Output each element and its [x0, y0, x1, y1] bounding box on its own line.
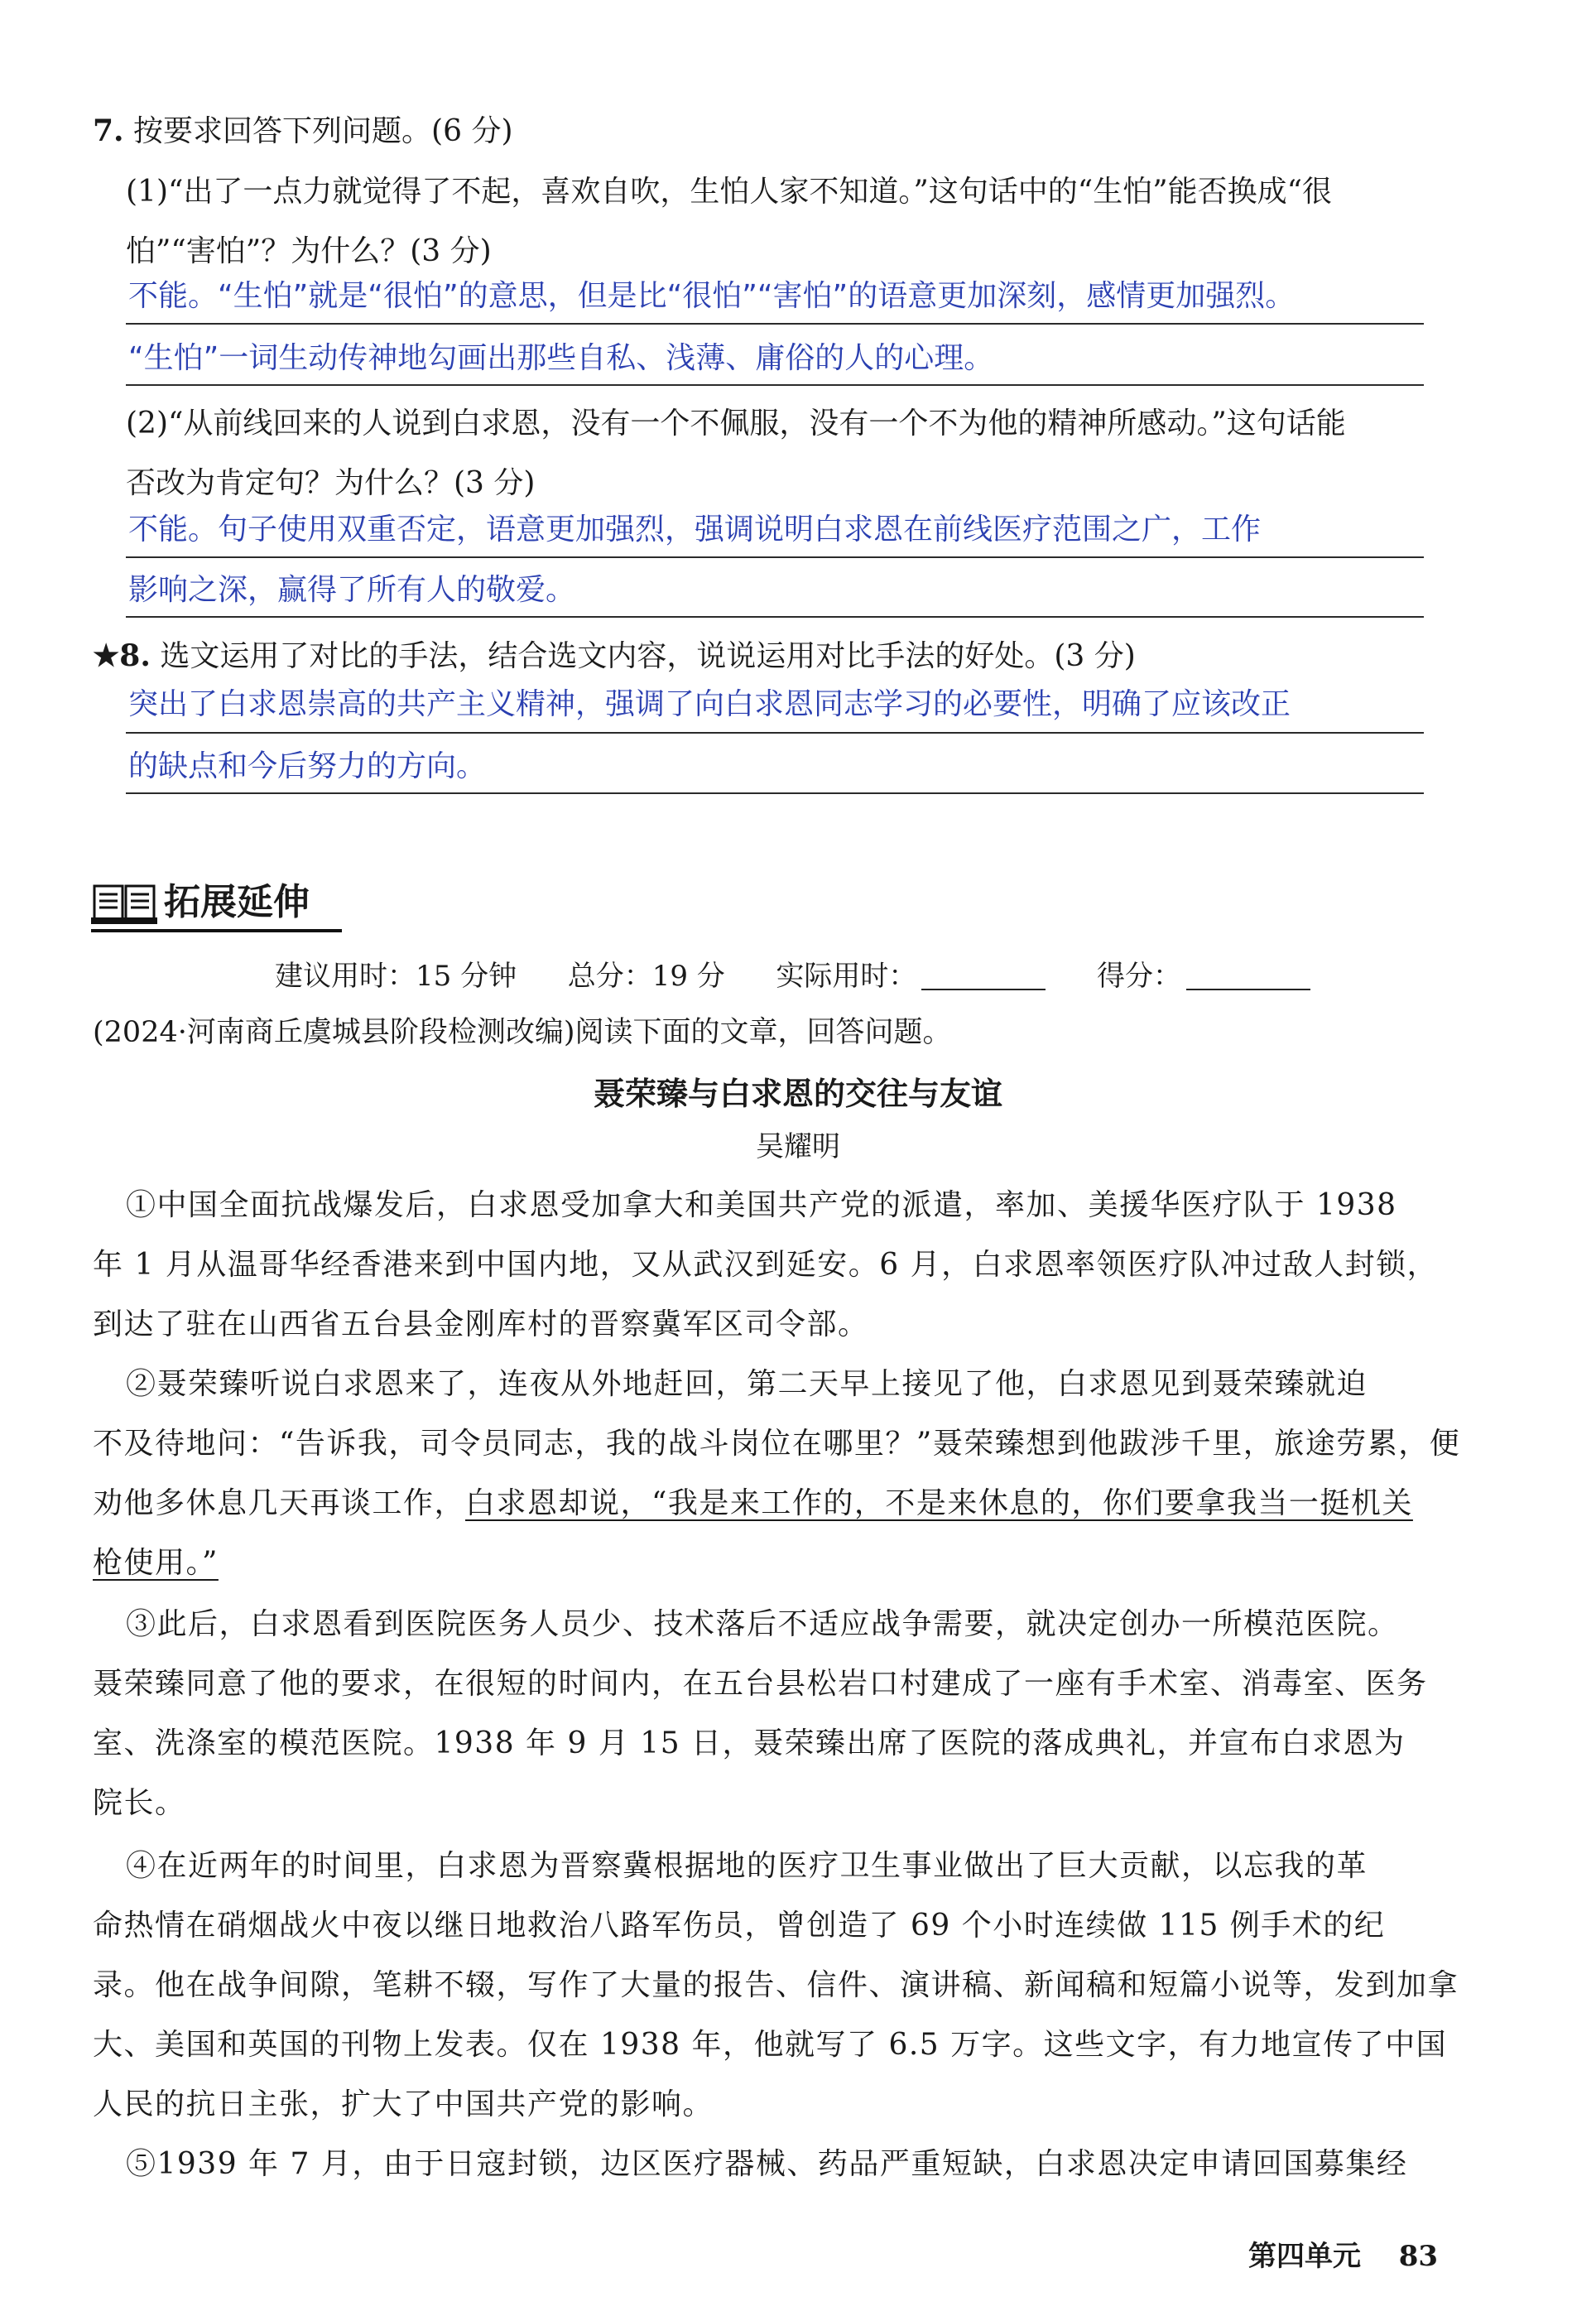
para4-line: 命热情在硝烟战火中夜以继日地救治八路军伤员，曾创造了 69 个小时连续做 115 例手术的纪 [93, 1909, 1386, 1943]
answer-line [126, 323, 1424, 325]
timing-bar [275, 960, 1310, 993]
para3-line: ③此后，白求恩看到医院医务人员少、技术落后不适应战争需要，就决定创办一所模范医院。 [126, 1607, 1399, 1641]
score-blank[interactable] [1186, 964, 1310, 990]
total-score: 总分：19 分 [567, 960, 725, 993]
para2-underlined-end: 枪使用。” [93, 1546, 219, 1580]
q7-stem-text: 按要求回答下列问题。(6 分) [133, 114, 513, 148]
actual-time-label: 实际用时： [776, 960, 917, 993]
q7-sub1-line2: 怕”“害怕”？为什么？(3 分) [126, 234, 492, 268]
q7-sub2-answer2: 影响之深，赢得了所有人的敬爱。 [128, 573, 576, 607]
q8-answer1: 突出了白求恩崇高的共产主义精神，强调了向白求恩同志学习的必要性，明确了应该改正 [128, 687, 1291, 721]
para4-line: 人民的抗日主张，扩大了中国共产党的影响。 [93, 2087, 714, 2121]
score-label: 得分： [1097, 960, 1182, 993]
para2-line: ②聂荣臻听说白求恩来了，连夜从外地赶回，第二天早上接见了他，白求恩见到聂荣臻就迫 [126, 1367, 1368, 1401]
suggested-time: 建议用时：15 分钟 [275, 960, 517, 993]
q8-number: 8. [119, 638, 151, 673]
q7-stem [93, 113, 513, 148]
para2-line: 不及待地问：“告诉我，司令员同志，我的战斗岗位在哪里？”聂荣臻想到他跋涉千里，旅途劳累，便 [93, 1427, 1461, 1461]
source-note: (2024·河南商丘虞城县阶段检测改编)阅读下面的文章，回答问题。 [93, 1016, 952, 1049]
answer-line [126, 384, 1424, 386]
star-icon: ★ [93, 638, 120, 673]
para3-line: 院长。 [93, 1786, 186, 1820]
para4-line: 录。他在战争间隙，笔耕不辍，写作了大量的报告、信件、演讲稿、新闻稿和短篇小说等，发到加拿 [93, 1968, 1459, 2002]
answer-line [126, 556, 1424, 558]
q7-number: 7. [93, 113, 124, 148]
q7-sub2-answer1: 不能。句子使用双重否定，语意更加强烈，强调说明白求恩在前线医疗范围之广，工作 [128, 513, 1262, 546]
section-underline [91, 929, 342, 932]
article-author: 吴耀明 [756, 1130, 840, 1163]
q8-stem-text: 选文运用了对比的手法，结合选文内容，说说运用对比手法的好处。(3 分) [160, 639, 1136, 673]
q8-stem [93, 638, 1136, 673]
para1-line: 年 1 月从温哥华经香港来到中国内地，又从武汉到延安。6 月，白求恩率领医疗队冲过敌人封锁， [93, 1248, 1439, 1282]
book-icon [91, 879, 157, 927]
actual-time-blank[interactable] [921, 964, 1046, 990]
para4-line: 大、美国和英国的刊物上发表。仅在 1938 年，他就写了 6.5 万字。这些文字，有力地宣传了中国 [93, 2028, 1448, 2062]
para1-line: ①中国全面抗战爆发后，白求恩受加拿大和美国共产党的派遣，率加、美援华医疗队于 1938 [126, 1188, 1397, 1222]
para1-line: 到达了驻在山西省五台县金刚库村的晋察冀军区司令部。 [93, 1307, 869, 1341]
answer-line [126, 792, 1424, 794]
answer-line [126, 616, 1424, 618]
q7-sub1-answer2: “生怕”一词生动传神地勾画出那些自私、浅薄、庸俗的人的心理。 [128, 341, 994, 375]
para2-underlined: 白求恩却说，“我是来工作的，不是来休息的，你们要拿我当一挺机关 [465, 1486, 1413, 1520]
page-number: 83 [1398, 2240, 1439, 2273]
q7-sub2-line1: (2)“从前线回来的人说到白求恩，没有一个不佩服，没有一个不为他的精神所感动。”这句话能 [126, 407, 1346, 441]
para3-line: 室、洗涤室的模范医院。1938 年 9 月 15 日，聂荣臻出席了医院的落成典礼，并宣布白求恩为 [93, 1726, 1406, 1760]
para3-line: 聂荣臻同意了他的要求，在很短的时间内，在五台县松岩口村建成了一座有手术室、消毒室、医务 [93, 1667, 1428, 1701]
q7-sub1-answer1: 不能。“生怕”就是“很怕”的意思，但是比“很怕”“害怕”的语意更加深刻，感情更加强烈。 [128, 279, 1296, 313]
para4-line: ④在近两年的时间里，白求恩为晋察冀根据地的医疗卫生事业做出了巨大贡献，以忘我的革 [126, 1849, 1368, 1883]
para2-line [93, 1486, 1413, 1520]
para2-plain: 劝他多休息几天再谈工作， [93, 1486, 466, 1520]
para5-line: ⑤1939 年 7 月，由于日寇封锁，边区医疗器械、药品严重短缺，白求恩决定申请回国募集经 [126, 2147, 1408, 2181]
footer [1248, 2240, 1439, 2273]
q7-sub2-line2: 否改为肯定句？为什么？(3 分) [126, 466, 536, 500]
q7-sub1-line1: (1)“出了一点力就觉得了不起，喜欢自吹，生怕人家不知道。”这句话中的“生怕”能否换成“很 [126, 175, 1333, 209]
article-title: 聂荣臻与白求恩的交往与友谊 [593, 1076, 1002, 1112]
unit-label: 第四单元 [1248, 2240, 1361, 2273]
answer-line [126, 732, 1424, 734]
section-title: 拓展延伸 [164, 881, 310, 923]
q8-answer2: 的缺点和今后努力的方向。 [128, 749, 487, 783]
